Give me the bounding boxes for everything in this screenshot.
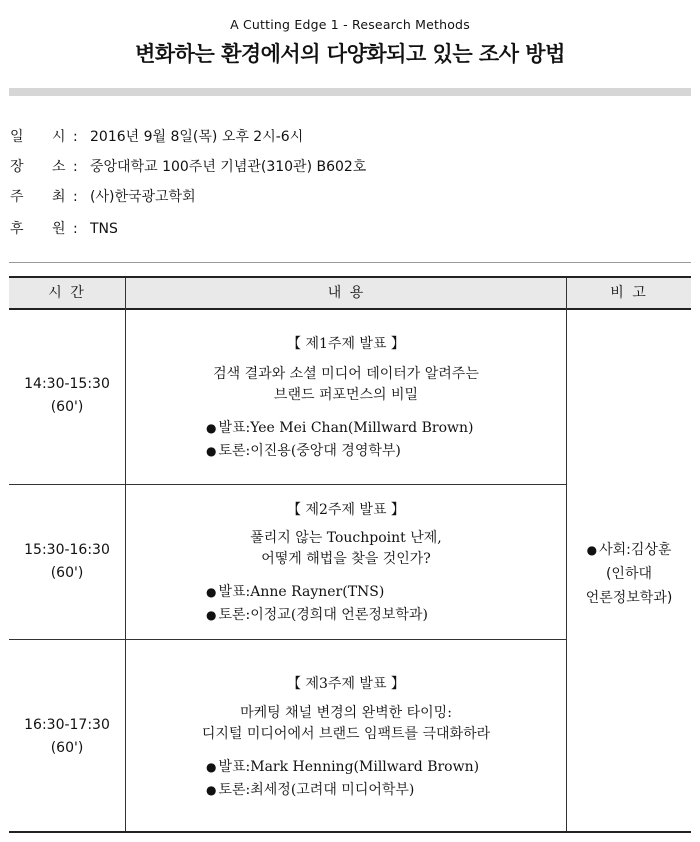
- session-content-2: [126, 485, 566, 639]
- discussant-text: 토론:이정교(경희대 언론정보학과): [218, 607, 428, 623]
- bullet-icon: ●: [206, 608, 217, 622]
- topic-title-line: 마케팅 채널 변경의 완벽한 타이밍:: [240, 705, 452, 721]
- topic-title-line: 풀리지 않는 Touchpoint 난제,: [250, 530, 442, 546]
- presenter-text: 발표:Anne Rayner(TNS): [218, 584, 385, 600]
- bullet-icon: ●: [206, 585, 217, 599]
- info-colon: :: [73, 129, 78, 145]
- note-line: (인하대: [605, 566, 653, 582]
- info-key-1: 주: [10, 189, 24, 205]
- info-colon: :: [73, 189, 78, 205]
- info-key-2: 시: [52, 129, 66, 145]
- info-key-2: 소: [52, 159, 66, 175]
- presenter-line: [206, 418, 473, 439]
- info-value-host: (사)한국광고학회: [90, 189, 196, 205]
- session-content-1: [126, 278, 566, 484]
- discussant-line: [206, 780, 414, 801]
- time-range: 14:30-15:30: [24, 376, 110, 392]
- topic-title-line: 어떻게 해법을 찾을 것인가?: [261, 551, 431, 567]
- header-note: 비 고: [610, 285, 648, 301]
- info-key-2: 최: [52, 189, 66, 205]
- topic-title-line: 브랜드 퍼포먼스의 비밀: [273, 387, 419, 403]
- header-time: 시 간: [48, 285, 86, 301]
- session-time-2: [9, 539, 125, 585]
- presenter-line: [206, 582, 384, 603]
- time-range: 15:30-16:30: [24, 542, 110, 558]
- bullet-icon: ●: [206, 760, 217, 774]
- bullet-icon: ●: [586, 543, 598, 557]
- note-text: 사회:김상훈: [599, 542, 672, 558]
- page-title: 변화하는 환경에서의 다양화되고 있는 조사 방법: [135, 42, 565, 66]
- info-value-place: 중앙대학교 100주년 기념관(310관) B602호: [90, 159, 367, 175]
- session-time-1: [9, 373, 125, 419]
- info-value-date: 2016년 9월 8일(목) 오후 2시-6시: [90, 129, 304, 145]
- topic-title-line: 검색 결과와 소셜 미디어 데이터가 알려주는: [213, 366, 479, 382]
- time-duration: (60'): [50, 399, 84, 415]
- session-content-3: [126, 640, 566, 831]
- info-key-1: 장: [10, 159, 24, 175]
- bullet-icon: ●: [206, 421, 217, 435]
- note-line: 언론정보학과): [585, 590, 673, 606]
- bullet-icon: ●: [206, 783, 217, 797]
- discussant-text: 토론:이진용(중앙대 경영학부): [218, 443, 401, 459]
- info-key-2: 원: [52, 221, 66, 237]
- presenter-text: 발표:Mark Henning(Millward Brown): [218, 759, 480, 775]
- discussant-line: [206, 441, 401, 462]
- info-value-sponsor: TNS: [90, 221, 118, 237]
- topic-heading: 【 제3주제 발표 】: [287, 676, 405, 692]
- time-duration: (60'): [50, 740, 84, 756]
- session-time-3: [9, 714, 125, 760]
- discussant-line: [206, 605, 428, 626]
- info-colon: :: [73, 221, 78, 237]
- header-content: 내 용: [327, 285, 366, 301]
- note-line: [567, 538, 691, 562]
- discussant-text: 토론:최세정(고려대 미디어학부): [218, 782, 415, 798]
- topic-heading: 【 제1주제 발표 】: [287, 336, 405, 352]
- title-divider: [9, 88, 691, 96]
- info-key-1: 후: [10, 221, 24, 237]
- time-duration: (60'): [50, 565, 84, 581]
- time-range: 16:30-17:30: [24, 717, 110, 733]
- schedule-table: [9, 276, 691, 833]
- topic-title-line: 디지털 미디어에서 브랜드 임팩트를 극대화하라: [201, 726, 491, 742]
- bullet-icon: ●: [206, 444, 217, 458]
- section-rule: [9, 262, 691, 263]
- info-key-1: 일: [10, 129, 24, 145]
- event-subtitle: A Cutting Edge 1 - Research Methods: [230, 17, 470, 32]
- info-colon: :: [73, 159, 78, 175]
- topic-heading: 【 제2주제 발표 】: [287, 502, 405, 518]
- moderator-note: [567, 538, 691, 610]
- presenter-line: [206, 757, 479, 778]
- presenter-text: 발표:Yee Mei Chan(Millward Brown): [218, 420, 474, 436]
